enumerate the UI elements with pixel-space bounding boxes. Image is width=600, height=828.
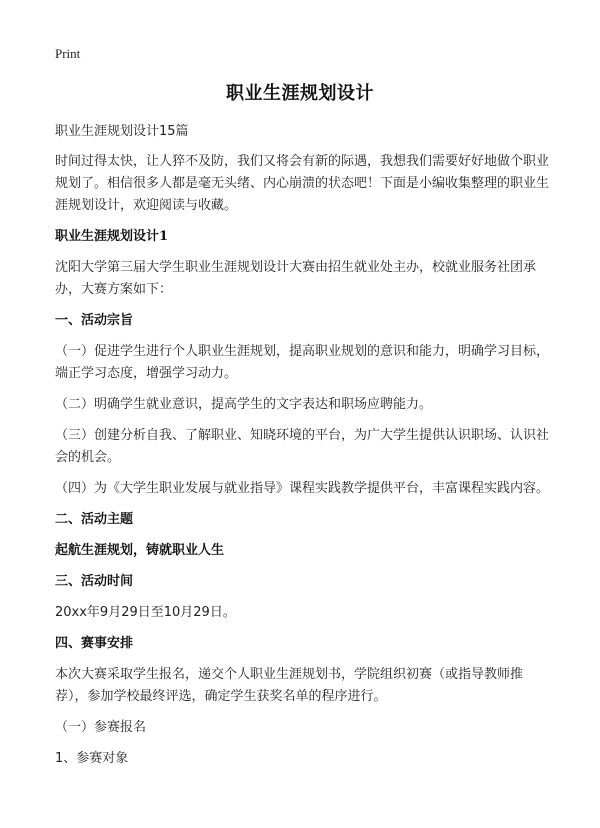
purpose-item-3: （三）创建分析自我、了解职业、知晓环境的平台，为广大学生提供认识职场、认识社会的机会。 <box>55 428 550 465</box>
section-heading: 职业生涯规划设计1 <box>55 229 169 244</box>
page-title: 职业生涯规划设计 <box>226 83 374 104</box>
document-body <box>55 121 555 779</box>
time-text: 20xx年9月29日至10月29日。 <box>55 605 236 620</box>
print-link[interactable]: Print <box>55 46 81 61</box>
heading-theme: 二、活动主题 <box>55 512 134 527</box>
contest-intro-paragraph: 沈阳大学第三届大学生职业生涯规划设计大赛由招生就业处主办，校就业服务社团承办，大赛方案如下： <box>55 260 537 297</box>
signup-item-1: 1、参赛对象 <box>55 751 129 766</box>
purpose-item-4: （四）为《大学生职业发展与就业指导》课程实践教学提供平台，丰富课程实践内容。 <box>55 481 550 496</box>
heading-purpose: 一、活动宗旨 <box>55 313 134 328</box>
heading-schedule: 四、赛事安排 <box>55 636 134 651</box>
purpose-item-2: （二）明确学生就业意识，提高学生的文字表达和职场应聘能力。 <box>55 397 433 412</box>
purpose-item-1: （一）促进学生进行个人职业生涯规划，提高职业规划的意识和能力，明确学习目标，端正学习态度，增强学习动力。 <box>55 344 550 381</box>
schedule-paragraph: 本次大赛采取学生报名，递交个人职业生涯规划书，学院组织初赛（或指导教师推荐），参加学校最终评选，确定学生获奖名单的程序进行。 <box>55 667 524 704</box>
heading-time: 三、活动时间 <box>55 574 134 589</box>
theme-text: 起航生涯规划，铸就职业人生 <box>55 543 225 558</box>
intro-paragraph: 时间过得太快，让人猝不及防，我们又将会有新的际遇，我想我们需要好好地做个职业规划了。相信很多人都是毫无头绪、内心崩溃的状态吧！下面是小编收集整理的职业生涯规划设计，欢迎阅读与收藏。 <box>55 154 550 213</box>
document-subtitle: 职业生涯规划设计15篇 <box>55 124 189 139</box>
signup-subheading: （一）参赛报名 <box>55 720 147 735</box>
